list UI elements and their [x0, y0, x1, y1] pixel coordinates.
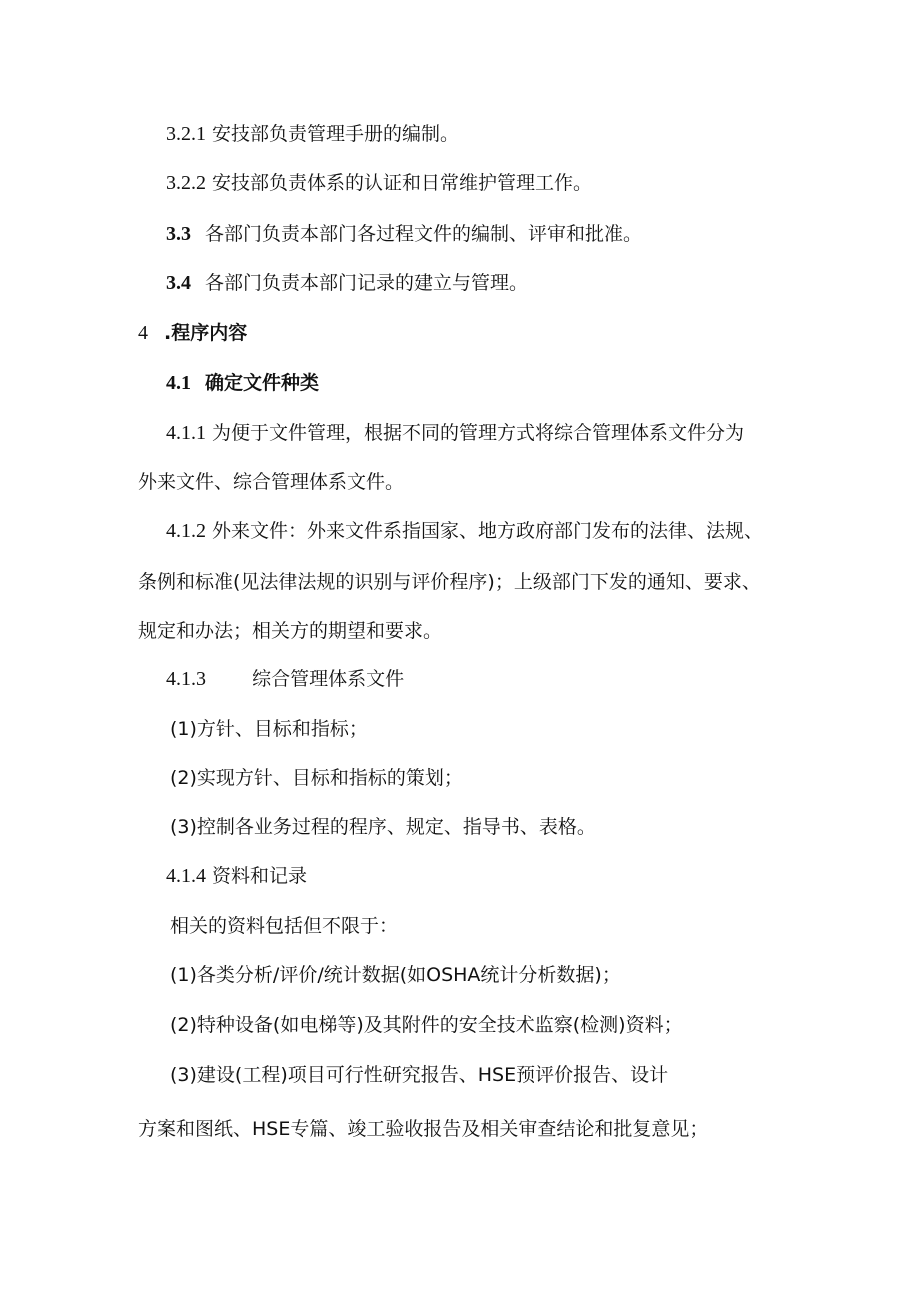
section-4-heading	[138, 320, 247, 346]
list-item-text: (1)各类分析/评价/统计数据(如OSHA统计分析数据)；	[170, 964, 621, 986]
list-item	[170, 716, 368, 742]
clause-4-1-2-continued-1	[138, 569, 761, 595]
clause-text: 规定和办法；相关方的期望和要求。	[138, 620, 443, 642]
clause-text: 为便于文件管理，根据不同的管理方式将综合管理体系文件分为	[212, 422, 745, 444]
list-item-text: (1)方针、目标和指标；	[170, 718, 368, 740]
clause-text: 外来文件、综合管理体系文件。	[138, 471, 405, 493]
paragraph-text	[170, 913, 398, 939]
list-item	[170, 1012, 683, 1038]
clause-text: 综合管理体系文件	[252, 668, 405, 690]
clause-number: 3.2.1	[166, 123, 206, 145]
clause-4-1-1-continued	[138, 469, 404, 495]
clause-4-1-4	[166, 863, 307, 889]
clause-number: 4.1.4	[166, 865, 206, 887]
clause-number: 3.4	[166, 272, 191, 294]
list-item	[170, 814, 596, 840]
clause-text: 安技部负责体系的认证和日常维护管理工作。	[212, 172, 593, 194]
clause-text: 各部门负责本部门记录的建立与管理。	[205, 272, 529, 294]
clause-text: 条例和标准(见法律法规的识别与评价程序)；上级部门下发的通知、要求、	[138, 571, 761, 593]
clause-3-3	[166, 221, 642, 247]
list-item-text: (3)建设(工程)项目可行性研究报告、HSE预评价报告、设计	[170, 1064, 669, 1086]
clause-text: 各部门负责本部门各过程文件的编制、评审和批准。	[205, 223, 643, 245]
list-item-text: (2)特种设备(如电梯等)及其附件的安全技术监察(检测)资料；	[170, 1014, 683, 1036]
list-item	[170, 765, 463, 791]
section-4-1-heading	[166, 370, 319, 396]
clause-4-1-1	[166, 420, 744, 446]
list-item-continued	[138, 1116, 708, 1142]
section-title: 确定文件种类	[205, 372, 320, 394]
clause-4-1-2-continued-2	[138, 618, 442, 644]
clause-text: 资料和记录	[212, 865, 308, 887]
clause-3-2-2	[166, 170, 592, 196]
paragraph-text-content: 相关的资料包括但不限于：	[170, 915, 399, 937]
section-title: .程序内容	[164, 322, 248, 344]
list-item-text: (3)控制各业务过程的程序、规定、指导书、表格。	[170, 816, 596, 838]
section-number: 4	[138, 322, 148, 344]
clause-3-2-1	[166, 121, 459, 147]
clause-number: 4.1.3	[166, 668, 206, 690]
clause-number: 4.1.1	[166, 422, 206, 444]
list-item-text: (2)实现方针、目标和指标的策划；	[170, 767, 463, 789]
clause-4-1-2	[166, 518, 763, 544]
clause-text: 外来文件：外来文件系指国家、地方政府部门发布的法律、法规、	[212, 520, 764, 542]
list-item-text: 方案和图纸、HSE专篇、竣工验收报告及相关审查结论和批复意见；	[138, 1118, 709, 1140]
clause-number: 4.1.2	[166, 520, 206, 542]
clause-text: 安技部负责管理手册的编制。	[212, 123, 460, 145]
list-item	[170, 1062, 668, 1088]
list-item	[170, 962, 621, 988]
clause-4-1-3	[166, 666, 404, 692]
clause-3-4	[166, 270, 528, 296]
section-number: 4.1	[166, 372, 191, 394]
clause-number: 3.2.2	[166, 172, 206, 194]
clause-number: 3.3	[166, 223, 191, 245]
